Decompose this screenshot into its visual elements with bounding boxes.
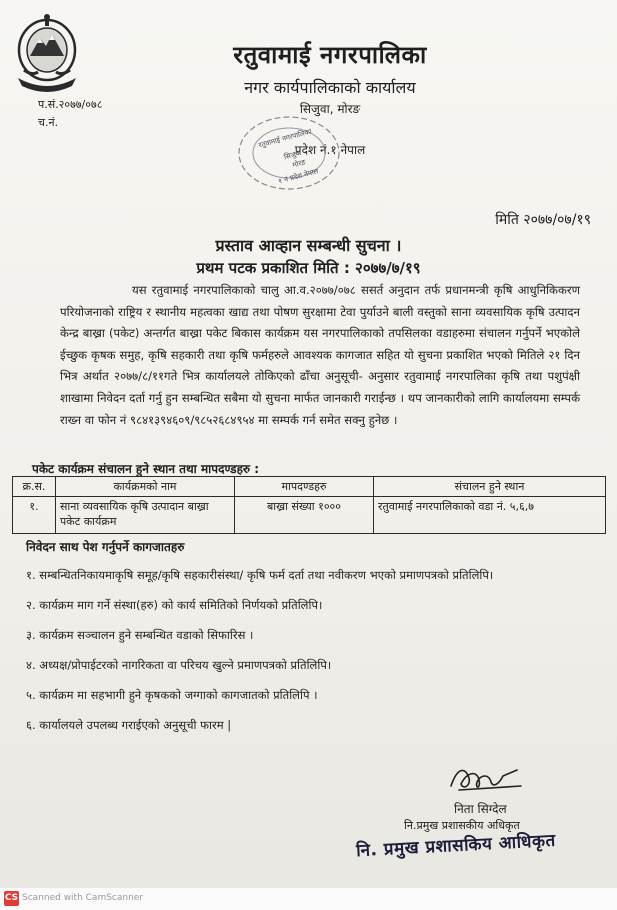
program-table	[12, 476, 606, 534]
list-item: ६. कार्यालयले उपलब्ध गराईएको अनुसूची फारम |	[26, 718, 232, 732]
office-location: सिजुवा, मोरङ	[299, 102, 361, 116]
notice-date: मिति २०७७/०७/१९	[495, 212, 591, 228]
list-item: ४. अध्यक्ष/प्रोपाईटरको नागरिकता वा परिचय खुल्ने प्रमाणपत्रको प्रतिलिपि।	[26, 658, 332, 672]
col-serial: क्र.स.	[13, 477, 56, 497]
col-criteria: मापदण्डहरु	[235, 477, 374, 497]
office-province: प्रदेश नं.१ नेपाल	[294, 143, 366, 157]
stamp-line-1: रतुवामाई नगरपालिका	[257, 127, 313, 150]
municipality-title: रतुवामाई नगरपालिका	[233, 41, 427, 69]
nepal-emblem-icon	[12, 12, 82, 96]
publish-date: प्रथम पटक प्रकाशित मिति : २०७७/७/१९	[196, 259, 421, 277]
col-location: संचालन हुने स्थान	[374, 477, 606, 497]
handwritten-signature	[447, 762, 527, 796]
stamp-line-4: १ नं प्रदेश नेपाल	[277, 167, 320, 186]
stamp-line-3: मोरङ	[291, 158, 307, 170]
reference-fiscal-year: प.सं.२०७७/०७८	[38, 98, 103, 111]
list-item: ५. कार्यक्रम मा सहभागी हुने कृषकको जग्गाको कागजातको प्रतिलिपि ।	[26, 688, 318, 702]
list-item: २. कार्यक्रम माग गर्ने संस्था(हरु) को कार्य समितिको निर्णयको प्रतिलिपि।	[26, 598, 323, 612]
stamp-line-2: सिजुवा	[283, 148, 303, 162]
documents-heading: निवेदन साथ पेश गर्नुपर्ने कागजातहरु	[26, 540, 185, 554]
signatory-name: निता सिग्देल	[454, 802, 507, 816]
col-program-name: कार्यक्रमको नाम	[56, 477, 235, 497]
reference-dispatch-no: च.नं.	[38, 116, 59, 129]
signatory-stamp: नि. प्रमुख प्रशासकिय आधिकृत	[355, 830, 557, 862]
notice-body: यस रतुवामाई नगरपालिकाको चालु आ.व.२०७७/०७८ ससर्त अनुदान तर्फ प्रधानमन्त्री कृषि आधुनिकिकरण परियोजनाको राष्ट्रिय र स्थानीय महत्वका खाद्य तथा पोषण सुरक्षामा टेवा पुर्याउने बाली वस्तुको साना व्यवसायिक कृषि उत्पादन केन्द्र बाख्रा (पकेट) अन्तर्गत बाख्रा पकेट बिकास कार्यक्रम यस नगरपालिकाको तपसिलका वडाहरुमा संचालन गर्नुपर्ने भएकोले ईच्छुक कृषक समुह, कृषि सहकारी तथा कृषि फर्महरुले आवश्यक कागजात सहित यो सुचना प्रकाशित भएको मितिले २१ दिन भित्र अर्थात २०७७/८/११गते भित्र कार्यालयले तोकिएको ढाँचा अनुसूची- अनुसार रतुवामाई नगरपालिका कृषि तथा पशुपंक्षी शाखामा निवेदन दर्ता गर्नु हुन सम्बन्धित सबैमा यो सुचना मार्फत जानकारी गराईन्छ । थप जानकारीको लागि कार्यालयमा सम्पर्क राख्न वा फोन नं ९८४१३९४६०९/९८५२६८४९५४ मा सम्पर्क गर्न समेत सक्नु हुनेछ ।	[60, 283, 580, 427]
office-stamp	[234, 112, 344, 194]
signatory-title: नि.प्रमुख प्रशासकीय अधिकृत	[404, 819, 520, 832]
notice-subject: प्रस्ताव आव्हान सम्बन्धी सुचना ।	[215, 236, 402, 255]
list-item: ३. कार्यक्रम सञ्चालन हुने सम्बन्धित वडाको सिफारिस ।	[26, 628, 254, 642]
table-header-row	[13, 477, 606, 497]
scanner-watermark: Scanned with CamScanner	[22, 893, 144, 903]
cell-serial: १.	[13, 497, 56, 534]
list-item: १. सम्बन्धितनिकायमाकृषि समूह/कृषि सहकारीसंस्था/ कृषि फर्म दर्ता तथा नवीकरण भएको प्रमाणपत्रको प्रतिलिपि।	[26, 568, 494, 582]
camscanner-logo-icon: CS	[4, 891, 19, 906]
cell-criteria: बाख्रा संख्या १०००	[235, 497, 374, 534]
cell-program-name: साना व्यवसायिक कृषि उत्पादान बाख्रा पकेट कार्यक्रम	[56, 497, 235, 534]
cell-location: रतुवामाई नगरपालिकाको वडा नं. ५,६,७	[374, 497, 606, 534]
table-row	[13, 497, 606, 534]
program-table-heading: पकेट कार्यक्रम संचालन हुने स्थान तथा मापदण्डहरु :	[32, 462, 260, 476]
office-name: नगर कार्यपालिकाको कार्यालय	[244, 78, 416, 97]
